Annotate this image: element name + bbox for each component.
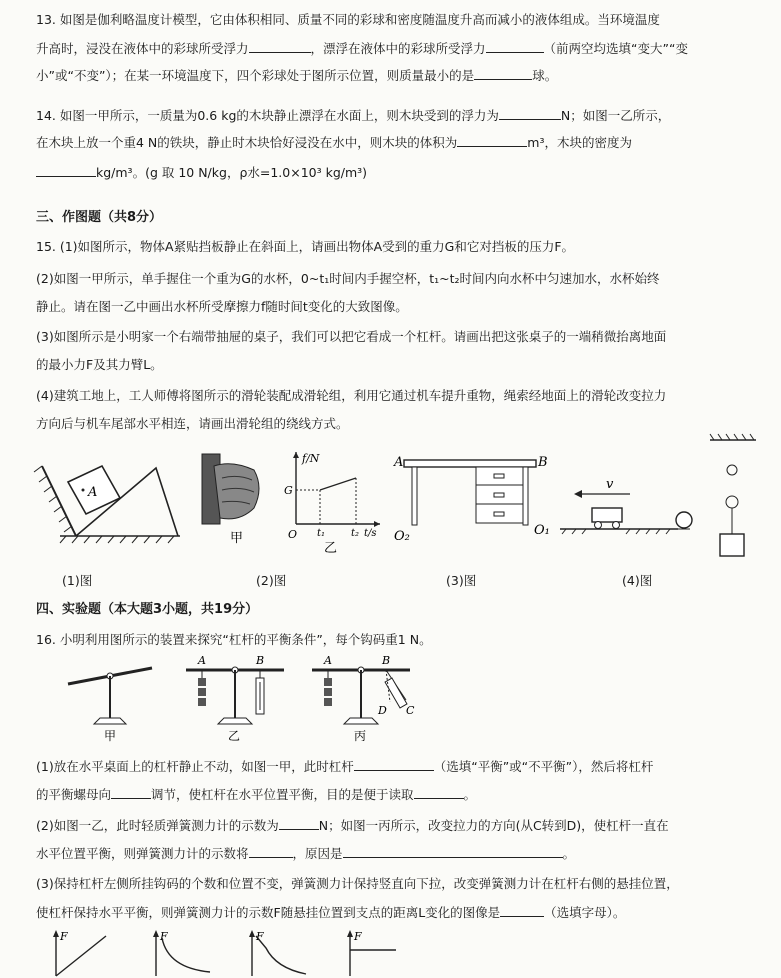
graph-f-label: F bbox=[354, 930, 362, 943]
incline-figure bbox=[30, 452, 190, 562]
q13-line1: 13. 如图是伽利略温度计模型，它由体积相同、质量不同的彩球和密度随温度升高而减小的液体组成。当环境温度 bbox=[36, 12, 660, 27]
lever-label-b: B bbox=[382, 654, 391, 667]
q16-text: N；如图一丙所示，改变拉力的方向(从C转到D)，使杠杆一直在 bbox=[318, 818, 669, 833]
q15-part3-line1: (3)如图所示是小明家一个右端带抽屉的桌子，我们可以把它看成一个杠杆。请画出把这张桌子的一端稍微抬离地面 bbox=[36, 329, 667, 344]
answer-blank[interactable] bbox=[499, 107, 561, 120]
q16-part2-line2 bbox=[36, 845, 575, 862]
q16-text: 水平位置平衡，则弹簧测力计的示数将 bbox=[36, 846, 249, 861]
graph-a bbox=[40, 928, 120, 978]
fig-caption-2: (2)图 bbox=[256, 573, 287, 588]
q16-intro: 16. 小明利用图所示的装置来探究“杠杆的平衡条件”，每个钩码重1 N。 bbox=[36, 632, 432, 647]
q14-line3 bbox=[36, 164, 367, 181]
fig-caption-1: (1)图 bbox=[62, 573, 93, 588]
lever-figure-yi bbox=[180, 652, 290, 744]
lever-label-d: D bbox=[378, 704, 387, 717]
q16-part2-line1 bbox=[36, 817, 669, 834]
answer-blank[interactable] bbox=[279, 817, 319, 830]
answer-blank[interactable] bbox=[500, 904, 544, 917]
label-g: G bbox=[284, 484, 293, 497]
lever-label-b: B bbox=[256, 654, 265, 667]
q15-part3-line2: 的最小力F及其力臂L。 bbox=[36, 357, 163, 372]
q15-part2-line2: 静止。请在图一乙中画出水杯所受摩擦力f随时间t变化的大致图像。 bbox=[36, 299, 408, 314]
lever-figure-jia bbox=[60, 652, 160, 744]
lever-label-a: A bbox=[198, 654, 206, 667]
answer-blank[interactable] bbox=[343, 845, 563, 858]
q13-text: ，漂浮在液体中的彩球所受浮力 bbox=[310, 41, 486, 56]
graph-f-label: F bbox=[256, 930, 264, 943]
answer-blank[interactable] bbox=[457, 134, 527, 147]
q13-text: 升高时，浸没在液体中的彩球所受浮力 bbox=[36, 41, 249, 56]
q14-text: m³，木块的密度为 bbox=[527, 135, 632, 150]
q13-text: 球。 bbox=[532, 68, 558, 83]
answer-blank[interactable] bbox=[486, 40, 544, 53]
q13-line2 bbox=[36, 40, 688, 57]
lever-label-a: A bbox=[324, 654, 332, 667]
friction-time-graph bbox=[280, 448, 390, 558]
desk-label-o1: O₁ bbox=[534, 523, 550, 538]
q16-text: （选填字母）。 bbox=[544, 905, 626, 920]
fig-caption-3: (3)图 bbox=[446, 573, 477, 588]
q14-text: 14. 如图一甲所示，一质量为0.6 kg的木块静止漂浮在水面上，则木块受到的浮力为 bbox=[36, 108, 499, 123]
label-t2: t₂ bbox=[351, 528, 360, 539]
label-t1: t₁ bbox=[317, 528, 326, 539]
lever-label-c: C bbox=[406, 704, 415, 717]
q16-part3-line2 bbox=[36, 904, 625, 921]
q16-text: (2)如图一乙，此时轻质弹簧测力计的示数为 bbox=[36, 818, 279, 833]
pulley-figure bbox=[560, 430, 765, 570]
answer-blank[interactable] bbox=[249, 40, 311, 53]
graph-f-label: F bbox=[60, 930, 68, 943]
q13-text: （前两空均选填“变大”“变 bbox=[543, 41, 688, 56]
q13-text: 小”或“不变”）；在某一环境温度下，四个彩球处于图所示位置，则质量最小的是 bbox=[36, 68, 475, 83]
q16-part3-line1: (3)保持杠杆左侧所挂钩码的个数和位置不变，弹簧测力计保持竖直向下拉，改变弹簧测力计在杠杆右侧的悬挂位置， bbox=[36, 876, 679, 891]
answer-blank[interactable] bbox=[111, 786, 151, 799]
hand-cup-figure bbox=[192, 448, 272, 548]
q14-text: kg/m³。(g 取 10 N/kg，ρ水=1.0×10³ kg/m³) bbox=[96, 165, 368, 180]
fig-label-yi: 乙 bbox=[324, 541, 338, 556]
label-a: A bbox=[88, 485, 98, 500]
q16-text: 的平衡螺母向 bbox=[36, 787, 112, 802]
desk-label-o2: O₂ bbox=[394, 529, 410, 544]
axis-f-label: f/N bbox=[302, 452, 320, 465]
label-o: O bbox=[288, 528, 298, 541]
q16-text: 。 bbox=[562, 846, 576, 861]
section-3-heading: 三、作图题（共8分） bbox=[36, 210, 163, 225]
q16-text: 使杠杆保持水平平衡，则弹簧测力计的示数F随悬挂位置到支点的距离L变化的图像是 bbox=[36, 905, 501, 920]
graph-f-label: F bbox=[160, 930, 168, 943]
axis-t-label: t/s bbox=[364, 528, 377, 539]
q16-text: 。 bbox=[463, 787, 477, 802]
desk-label-b: B bbox=[538, 455, 548, 470]
q15-part4-line1: (4)建筑工地上，工人师傅将图所示的滑轮装配成滑轮组，利用它通过机车提升重物，绳索经地面上的滑轮改变拉力 bbox=[36, 388, 667, 403]
answer-blank[interactable] bbox=[36, 164, 96, 177]
q16-text: 调节，使杠杆在水平位置平衡，目的是便于读取 bbox=[151, 787, 414, 802]
q16-text: ，原因是 bbox=[292, 846, 343, 861]
q16-text: （选填“平衡”或“不平衡”），然后将杠杆 bbox=[433, 759, 654, 774]
q14-text: N；如图一乙所示， bbox=[560, 108, 671, 123]
section-4-heading: 四、实验题（本大题3小题，共19分） bbox=[36, 602, 259, 617]
q15-part1: 15. (1)如图所示，物体A紧贴挡板静止在斜面上，请画出物体A受到的重力G和它对挡板的压力F。 bbox=[36, 239, 575, 254]
fig-label-jia: 甲 bbox=[230, 531, 244, 546]
answer-blank[interactable] bbox=[354, 758, 434, 771]
lever-figure-bing bbox=[306, 652, 420, 744]
q16-text: (1)放在水平桌面上的杠杆静止不动，如图一甲，此时杠杆 bbox=[36, 759, 354, 774]
fig-label-yi: 乙 bbox=[228, 729, 241, 743]
q14-text: 在木块上放一个重4 N的铁块，静止时木块恰好浸没在水中，则木块的体积为 bbox=[36, 135, 458, 150]
graph-d bbox=[334, 928, 414, 978]
answer-blank[interactable] bbox=[474, 67, 532, 80]
q16-part1-line2 bbox=[36, 786, 476, 803]
q14-line2 bbox=[36, 134, 632, 151]
graph-b bbox=[140, 928, 220, 978]
fig-label-jia: 甲 bbox=[104, 729, 117, 743]
q14-line1 bbox=[36, 107, 670, 124]
answer-blank[interactable] bbox=[249, 845, 293, 858]
fig-caption-4: (4)图 bbox=[622, 573, 653, 588]
velocity-label: v bbox=[606, 477, 614, 492]
answer-blank[interactable] bbox=[414, 786, 464, 799]
q15-part2-line1: (2)如图一甲所示，单手握住一个重为G的水杯，0~t₁时间内手握空杯，t₁~t₂时间内向水杯中匀速加水，水杯始终 bbox=[36, 271, 660, 286]
q13-line3 bbox=[36, 67, 557, 84]
desk-label-a: A bbox=[394, 455, 404, 470]
desk-figure bbox=[392, 450, 562, 550]
fig-label-bing: 丙 bbox=[354, 729, 367, 743]
graph-c bbox=[236, 928, 316, 978]
q15-part4-line2: 方向后与机车尾部水平相连，请画出滑轮组的绕线方式。 bbox=[36, 416, 349, 431]
q16-part1-line1 bbox=[36, 758, 653, 775]
